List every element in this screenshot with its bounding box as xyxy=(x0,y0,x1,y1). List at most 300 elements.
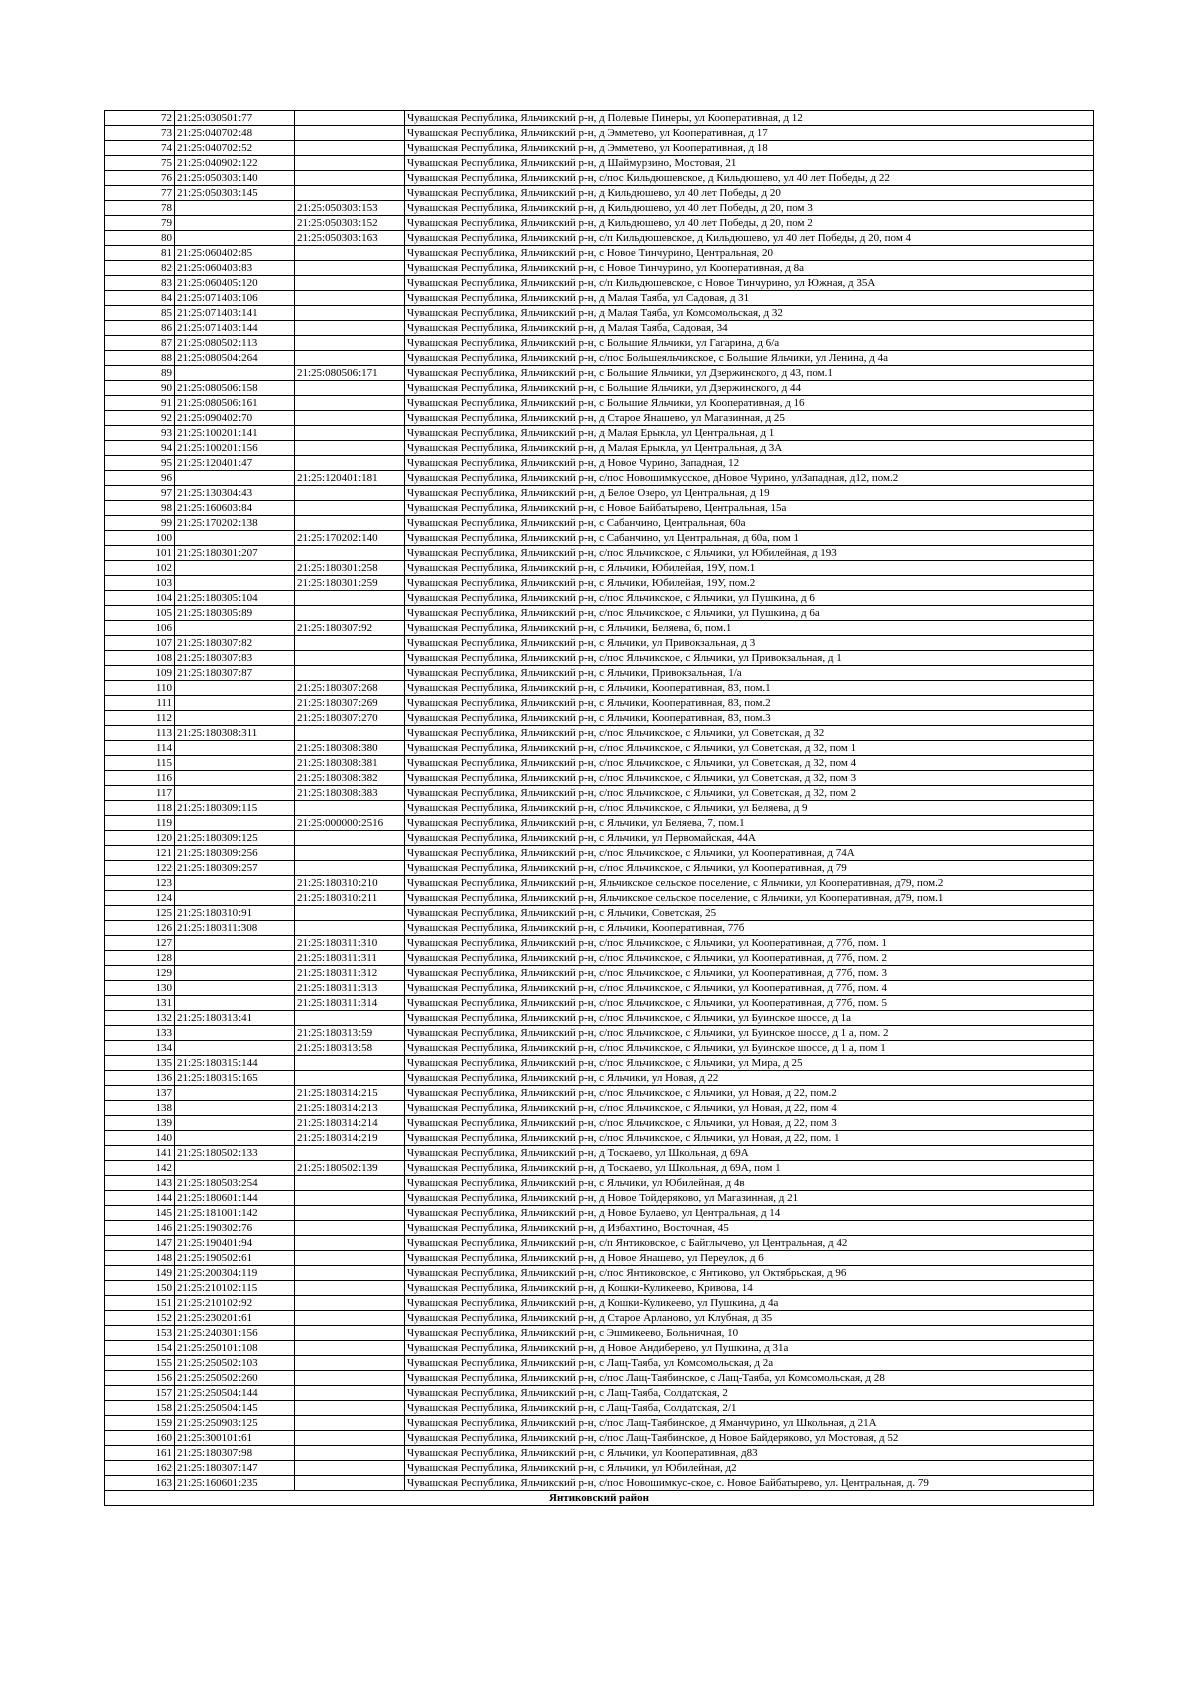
cadastral-number-building: 21:25:180601:144 xyxy=(175,1191,295,1206)
table-row xyxy=(105,936,1094,951)
cadastral-number-premises: 21:25:180311:310 xyxy=(295,936,405,951)
row-number: 127 xyxy=(105,936,175,951)
row-number: 126 xyxy=(105,921,175,936)
row-number: 79 xyxy=(105,216,175,231)
row-number: 110 xyxy=(105,681,175,696)
section-heading: Янтиковский район xyxy=(105,1491,1094,1506)
address-cell: Чувашская Республика, Яльчикский р-н, с Большие Яльчики, ул Кооперативная, д 16 xyxy=(405,396,1094,411)
address-cell: Чувашская Республика, Яльчикский р-н, с/пос Яльчикское, с Яльчики, ул Пушкина, д 6а xyxy=(405,606,1094,621)
cadastral-number-premises xyxy=(295,636,405,651)
cadastral-number-building: 21:25:030501:77 xyxy=(175,111,295,126)
cadastral-number-building: 21:25:210102:92 xyxy=(175,1296,295,1311)
cadastral-number-building: 21:25:060403:83 xyxy=(175,261,295,276)
row-number: 144 xyxy=(105,1191,175,1206)
row-number: 76 xyxy=(105,171,175,186)
table-row xyxy=(105,336,1094,351)
cadastral-number-premises: 21:25:180310:211 xyxy=(295,891,405,906)
row-number: 119 xyxy=(105,816,175,831)
address-cell: Чувашская Республика, Яльчикский р-н, с Большие Яльчики, ул Дзержинского, д 44 xyxy=(405,381,1094,396)
table-row xyxy=(105,1191,1094,1206)
cadastral-number-building xyxy=(175,891,295,906)
cadastral-number-premises xyxy=(295,1191,405,1206)
cadastral-number-premises xyxy=(295,1356,405,1371)
cadastral-number-premises: 21:25:180308:382 xyxy=(295,771,405,786)
cadastral-number-building: 21:25:180311:308 xyxy=(175,921,295,936)
address-cell: Чувашская Республика, Яльчикский р-н, с Яльчики, Кооперативная, 77б xyxy=(405,921,1094,936)
cadastral-number-premises xyxy=(295,1221,405,1236)
row-number: 75 xyxy=(105,156,175,171)
table-row xyxy=(105,906,1094,921)
table-row xyxy=(105,306,1094,321)
address-cell: Чувашская Республика, Яльчикский р-н, с/пос Новошимкусское, дНовое Чурино, улЗападная, д12, пом.2 xyxy=(405,471,1094,486)
table-row xyxy=(105,291,1094,306)
row-number: 161 xyxy=(105,1446,175,1461)
cadastral-number-building: 21:25:180307:87 xyxy=(175,666,295,681)
cadastral-number-building: 21:25:180309:115 xyxy=(175,801,295,816)
table-row xyxy=(105,996,1094,1011)
address-cell: Чувашская Республика, Яльчикский р-н, Яльчикское сельское поселение, с Яльчики, ул Кооперативная, д79, пом.1 xyxy=(405,891,1094,906)
table-row xyxy=(105,696,1094,711)
table-row xyxy=(105,1026,1094,1041)
cadastral-number-premises: 21:25:180307:270 xyxy=(295,711,405,726)
cadastral-number-building: 21:25:180502:133 xyxy=(175,1146,295,1161)
table-row xyxy=(105,921,1094,936)
cadastral-number-building xyxy=(175,756,295,771)
cadastral-number-building xyxy=(175,696,295,711)
cadastral-number-building: 21:25:180503:254 xyxy=(175,1176,295,1191)
cadastral-number-building xyxy=(175,966,295,981)
address-cell: Чувашская Республика, Яльчикский р-н, д Новое Янашево, ул Переулок, д 6 xyxy=(405,1251,1094,1266)
cadastral-number-premises: 21:25:180502:139 xyxy=(295,1161,405,1176)
cadastral-number-building: 21:25:250903:125 xyxy=(175,1416,295,1431)
address-cell: Чувашская Республика, Яльчикский р-н, с/пос Яльчикское, с Яльчики, ул Мира, д 25 xyxy=(405,1056,1094,1071)
address-cell: Чувашская Республика, Яльчикский р-н, с/пос Яльчикское, с Яльчики, ул Новая, д 22, пом.2 xyxy=(405,1086,1094,1101)
cadastral-number-building: 21:25:180305:104 xyxy=(175,591,295,606)
cadastral-number-building xyxy=(175,981,295,996)
table-row xyxy=(105,546,1094,561)
cadastral-number-premises xyxy=(295,186,405,201)
row-number: 163 xyxy=(105,1476,175,1491)
address-cell: Чувашская Республика, Яльчикский р-н, с Яльчики, Кооперативная, 83, пом.2 xyxy=(405,696,1094,711)
cadastral-number-premises xyxy=(295,846,405,861)
address-cell: Чувашская Республика, Яльчикский р-н, д Тоскаево, ул Школьная, д 69А, пом 1 xyxy=(405,1161,1094,1176)
row-number: 123 xyxy=(105,876,175,891)
table-row xyxy=(105,876,1094,891)
table-row xyxy=(105,111,1094,126)
address-cell: Чувашская Республика, Яльчикский р-н, с/пос Яльчикское, с Яльчики, ул Советская, д 32 xyxy=(405,726,1094,741)
row-number: 97 xyxy=(105,486,175,501)
row-number: 139 xyxy=(105,1116,175,1131)
cadastral-number-building xyxy=(175,711,295,726)
cadastral-number-premises xyxy=(295,606,405,621)
row-number: 121 xyxy=(105,846,175,861)
property-register-table xyxy=(104,110,1094,1506)
table-row xyxy=(105,1326,1094,1341)
row-number: 107 xyxy=(105,636,175,651)
address-cell: Чувашская Республика, Яльчикский р-н, с Новое Тинчурино, ул Кооперативная, д 8а xyxy=(405,261,1094,276)
cadastral-number-building xyxy=(175,471,295,486)
cadastral-number-building: 21:25:160603:84 xyxy=(175,501,295,516)
address-cell: Чувашская Республика, Яльчикский р-н, Яльчикское сельское поселение, с Яльчики, ул Кооперативная, д79, пом.2 xyxy=(405,876,1094,891)
address-cell: Чувашская Республика, Яльчикский р-н, с Яльчики, ул Юбилейная, д2 xyxy=(405,1461,1094,1476)
row-number: 156 xyxy=(105,1371,175,1386)
table-row xyxy=(105,726,1094,741)
address-cell: Чувашская Республика, Яльчикский р-н, д Новое Андиберево, ул Пушкина, д 31а xyxy=(405,1341,1094,1356)
row-number: 106 xyxy=(105,621,175,636)
address-cell: Чувашская Республика, Яльчикский р-н, с/пос Яльчикское, с Яльчики, ул Юбилейная, д 193 xyxy=(405,546,1094,561)
address-cell: Чувашская Республика, Яльчикский р-н, с Яльчики, ул Юбилейная, д 4в xyxy=(405,1176,1094,1191)
row-number: 135 xyxy=(105,1056,175,1071)
row-number: 91 xyxy=(105,396,175,411)
row-number: 150 xyxy=(105,1281,175,1296)
cadastral-number-building xyxy=(175,681,295,696)
cadastral-number-building: 21:25:100201:141 xyxy=(175,426,295,441)
address-cell: Чувашская Республика, Яльчикский р-н, с/пос Яльчикское, с Яльчики, ул Новая, д 22, пом. 1 xyxy=(405,1131,1094,1146)
cadastral-number-building xyxy=(175,531,295,546)
address-cell: Чувашская Республика, Яльчикский р-н, д Эмметево, ул Кооперативная, д 17 xyxy=(405,126,1094,141)
row-number: 142 xyxy=(105,1161,175,1176)
cadastral-number-building: 21:25:180308:311 xyxy=(175,726,295,741)
row-number: 117 xyxy=(105,786,175,801)
table-row xyxy=(105,486,1094,501)
table-row xyxy=(105,1311,1094,1326)
cadastral-number-premises xyxy=(295,516,405,531)
row-number: 80 xyxy=(105,231,175,246)
row-number: 115 xyxy=(105,756,175,771)
row-number: 74 xyxy=(105,141,175,156)
table-row xyxy=(105,426,1094,441)
table-row xyxy=(105,666,1094,681)
cadastral-number-premises: 21:25:180308:380 xyxy=(295,741,405,756)
table-row xyxy=(105,1281,1094,1296)
table-row xyxy=(105,1116,1094,1131)
cadastral-number-premises xyxy=(295,1296,405,1311)
row-number: 143 xyxy=(105,1176,175,1191)
cadastral-number-building: 21:25:180309:256 xyxy=(175,846,295,861)
address-cell: Чувашская Республика, Яльчикский р-н, д Малая Таяба, ул Комсомольская, д 32 xyxy=(405,306,1094,321)
cadastral-number-building: 21:25:250502:260 xyxy=(175,1371,295,1386)
cadastral-number-building: 21:25:071403:106 xyxy=(175,291,295,306)
table-row xyxy=(105,1041,1094,1056)
row-number: 133 xyxy=(105,1026,175,1041)
cadastral-number-premises: 21:25:180308:381 xyxy=(295,756,405,771)
address-cell: Чувашская Республика, Яльчикский р-н, с Яльчики, ул Привокзальная, д 3 xyxy=(405,636,1094,651)
address-cell: Чувашская Республика, Яльчикский р-н, д Полевые Пинеры, ул Кооперативная, д 12 xyxy=(405,111,1094,126)
table-row xyxy=(105,216,1094,231)
table-row xyxy=(105,1161,1094,1176)
table-row xyxy=(105,1011,1094,1026)
cadastral-number-building: 21:25:100201:156 xyxy=(175,441,295,456)
row-number: 89 xyxy=(105,366,175,381)
cadastral-number-building xyxy=(175,1101,295,1116)
address-cell: Чувашская Республика, Яльчикский р-н, с Лащ-Таяба, ул Комсомольская, д 2а xyxy=(405,1356,1094,1371)
cadastral-number-premises: 21:25:170202:140 xyxy=(295,531,405,546)
cadastral-number-building xyxy=(175,576,295,591)
table-row xyxy=(105,1071,1094,1086)
table-row xyxy=(105,1296,1094,1311)
address-cell: Чувашская Республика, Яльчикский р-н, с/пос Яльчикское, с Яльчики, ул Кооперативная, д 77б, пом. 1 xyxy=(405,936,1094,951)
cadastral-number-premises: 21:25:180307:268 xyxy=(295,681,405,696)
cadastral-number-building xyxy=(175,741,295,756)
cadastral-number-building: 21:25:180309:125 xyxy=(175,831,295,846)
row-number: 158 xyxy=(105,1401,175,1416)
row-number: 85 xyxy=(105,306,175,321)
cadastral-number-building: 21:25:180315:165 xyxy=(175,1071,295,1086)
cadastral-number-building xyxy=(175,771,295,786)
address-cell: Чувашская Республика, Яльчикский р-н, д Избахтино, Восточная, 45 xyxy=(405,1221,1094,1236)
address-cell: Чувашская Республика, Яльчикский р-н, с/пос Яльчикское, с Яльчики, ул Беляева, д 9 xyxy=(405,801,1094,816)
cadastral-number-building: 21:25:190401:94 xyxy=(175,1236,295,1251)
address-cell: Чувашская Республика, Яльчикский р-н, с/п Янтиковское, с Байглычево, ул Центральная, д 42 xyxy=(405,1236,1094,1251)
table-row xyxy=(105,156,1094,171)
cadastral-number-premises xyxy=(295,1461,405,1476)
address-cell: Чувашская Республика, Яльчикский р-н, с/пос Большеяльчикское, с Большие Яльчики, ул Ленина, д 4а xyxy=(405,351,1094,366)
cadastral-number-premises xyxy=(295,1476,405,1491)
address-cell: Чувашская Республика, Яльчикский р-н, д Кошки-Куликеево, ул Пушкина, д 4а xyxy=(405,1296,1094,1311)
row-number: 122 xyxy=(105,861,175,876)
table-row xyxy=(105,801,1094,816)
table-row xyxy=(105,186,1094,201)
row-number: 95 xyxy=(105,456,175,471)
table-row xyxy=(105,201,1094,216)
address-cell: Чувашская Республика, Яльчикский р-н, с/пос Яльчикское, с Яльчики, ул Кооперативная, д 77б, пом. 3 xyxy=(405,966,1094,981)
row-number: 99 xyxy=(105,516,175,531)
cadastral-number-premises xyxy=(295,126,405,141)
row-number: 92 xyxy=(105,411,175,426)
cadastral-number-premises xyxy=(295,1416,405,1431)
cadastral-number-building: 21:25:250504:145 xyxy=(175,1401,295,1416)
row-number: 113 xyxy=(105,726,175,741)
table-row xyxy=(105,711,1094,726)
cadastral-number-building: 21:25:250502:103 xyxy=(175,1356,295,1371)
cadastral-number-premises: 21:25:180301:258 xyxy=(295,561,405,576)
row-number: 100 xyxy=(105,531,175,546)
address-cell: Чувашская Республика, Яльчикский р-н, с/пос Яльчикское, с Яльчики, ул Буинское шоссе, д 1 а, пом 1 xyxy=(405,1041,1094,1056)
cadastral-number-premises: 21:25:180311:313 xyxy=(295,981,405,996)
address-cell: Чувашская Республика, Яльчикский р-н, с/пос Яльчикское, с Яльчики, ул Привокзальная, д 1 xyxy=(405,651,1094,666)
cadastral-number-building: 21:25:190302:76 xyxy=(175,1221,295,1236)
cadastral-number-building: 21:25:250101:108 xyxy=(175,1341,295,1356)
cadastral-number-premises xyxy=(295,1281,405,1296)
cadastral-number-premises xyxy=(295,156,405,171)
cadastral-number-building: 21:25:080504:264 xyxy=(175,351,295,366)
row-number: 118 xyxy=(105,801,175,816)
cadastral-number-building xyxy=(175,621,295,636)
cadastral-number-building: 21:25:130304:43 xyxy=(175,486,295,501)
row-number: 77 xyxy=(105,186,175,201)
cadastral-number-building: 21:25:180315:144 xyxy=(175,1056,295,1071)
cadastral-number-premises xyxy=(295,666,405,681)
row-number: 157 xyxy=(105,1386,175,1401)
address-cell: Чувашская Республика, Яльчикский р-н, д Новое Тойдеряково, ул Магазинная, д 21 xyxy=(405,1191,1094,1206)
cadastral-number-building xyxy=(175,561,295,576)
row-number: 72 xyxy=(105,111,175,126)
cadastral-number-building: 21:25:120401:47 xyxy=(175,456,295,471)
cadastral-number-premises xyxy=(295,276,405,291)
row-number: 146 xyxy=(105,1221,175,1236)
row-number: 94 xyxy=(105,441,175,456)
cadastral-number-premises xyxy=(295,726,405,741)
cadastral-number-premises: 21:25:180308:383 xyxy=(295,786,405,801)
cadastral-number-building: 21:25:160601:235 xyxy=(175,1476,295,1491)
row-number: 145 xyxy=(105,1206,175,1221)
row-number: 151 xyxy=(105,1296,175,1311)
row-number: 137 xyxy=(105,1086,175,1101)
address-cell: Чувашская Республика, Яльчикский р-н, с Яльчики, Советская, 25 xyxy=(405,906,1094,921)
table-row xyxy=(105,1446,1094,1461)
table-row xyxy=(105,1101,1094,1116)
row-number: 149 xyxy=(105,1266,175,1281)
row-number: 153 xyxy=(105,1326,175,1341)
row-number: 87 xyxy=(105,336,175,351)
cadastral-number-premises xyxy=(295,546,405,561)
cadastral-number-building: 21:25:060402:85 xyxy=(175,246,295,261)
cadastral-number-premises xyxy=(295,1446,405,1461)
cadastral-number-premises xyxy=(295,906,405,921)
address-cell: Чувашская Республика, Яльчикский р-н, с Яльчики, Юбилейая, 19У, пом.1 xyxy=(405,561,1094,576)
table-row xyxy=(105,231,1094,246)
cadastral-number-premises: 21:25:050303:153 xyxy=(295,201,405,216)
address-cell: Чувашская Республика, Яльчикский р-н, с/пос Кильдюшевское, д Кильдюшево, ул 40 лет Победы, д 22 xyxy=(405,171,1094,186)
table-row xyxy=(105,816,1094,831)
address-cell: Чувашская Республика, Яльчикский р-н, д Тоскаево, ул Школьная, д 69А xyxy=(405,1146,1094,1161)
table-row xyxy=(105,276,1094,291)
cadastral-number-premises: 21:25:050303:163 xyxy=(295,231,405,246)
row-number: 86 xyxy=(105,321,175,336)
cadastral-number-building: 21:25:180309:257 xyxy=(175,861,295,876)
row-number: 90 xyxy=(105,381,175,396)
table-row xyxy=(105,606,1094,621)
row-number: 128 xyxy=(105,951,175,966)
row-number: 152 xyxy=(105,1311,175,1326)
cadastral-number-premises xyxy=(295,1011,405,1026)
cadastral-number-premises xyxy=(295,486,405,501)
row-number: 111 xyxy=(105,696,175,711)
cadastral-number-building: 21:25:040702:48 xyxy=(175,126,295,141)
address-cell: Чувашская Республика, Яльчикский р-н, с Эшмикеево, Больничная, 10 xyxy=(405,1326,1094,1341)
address-cell: Чувашская Республика, Яльчикский р-н, д Старое Янашево, ул Магазинная, д 25 xyxy=(405,411,1094,426)
row-number: 102 xyxy=(105,561,175,576)
cadastral-number-premises xyxy=(295,591,405,606)
cadastral-number-premises xyxy=(295,1071,405,1086)
row-number: 129 xyxy=(105,966,175,981)
table-row xyxy=(105,1401,1094,1416)
table-row xyxy=(105,741,1094,756)
cadastral-number-building: 21:25:180307:147 xyxy=(175,1461,295,1476)
cadastral-number-premises xyxy=(295,1146,405,1161)
row-number: 134 xyxy=(105,1041,175,1056)
cadastral-number-premises xyxy=(295,831,405,846)
cadastral-number-premises: 21:25:000000:2516 xyxy=(295,816,405,831)
cadastral-number-building: 21:25:300101:61 xyxy=(175,1431,295,1446)
address-cell: Чувашская Республика, Яльчикский р-н, д Новое Чурино, Западная, 12 xyxy=(405,456,1094,471)
cadastral-number-premises: 21:25:180313:58 xyxy=(295,1041,405,1056)
row-number: 81 xyxy=(105,246,175,261)
address-cell: Чувашская Республика, Яльчикский р-н, с Яльчики, ул Новая, д 22 xyxy=(405,1071,1094,1086)
cadastral-number-premises xyxy=(295,261,405,276)
register-body xyxy=(105,111,1094,1506)
address-cell: Чувашская Республика, Яльчикский р-н, с Большие Яльчики, ул Дзержинского, д 43, пом.1 xyxy=(405,366,1094,381)
address-cell: Чувашская Республика, Яльчикский р-н, с Яльчики, Привокзальная, 1/а xyxy=(405,666,1094,681)
cadastral-number-building: 21:25:040902:122 xyxy=(175,156,295,171)
address-cell: Чувашская Республика, Яльчикский р-н, с/пос Яльчикское, с Яльчики, ул Буинское шоссе, д 1 а, пом. 2 xyxy=(405,1026,1094,1041)
cadastral-number-building: 21:25:181001:142 xyxy=(175,1206,295,1221)
cadastral-number-building: 21:25:180307:98 xyxy=(175,1446,295,1461)
address-cell: Чувашская Республика, Яльчикский р-н, с Лащ-Таяба, Солдатская, 2 xyxy=(405,1386,1094,1401)
cadastral-number-premises xyxy=(295,441,405,456)
cadastral-number-premises xyxy=(295,1206,405,1221)
cadastral-number-premises xyxy=(295,396,405,411)
table-row xyxy=(105,1476,1094,1491)
cadastral-number-building xyxy=(175,1116,295,1131)
cadastral-number-building xyxy=(175,1161,295,1176)
cadastral-number-building xyxy=(175,216,295,231)
row-number: 101 xyxy=(105,546,175,561)
address-cell: Чувашская Республика, Яльчикский р-н, д Белое Озеро, ул Центральная, д 19 xyxy=(405,486,1094,501)
table-row xyxy=(105,651,1094,666)
cadastral-number-premises xyxy=(295,501,405,516)
cadastral-number-premises: 21:25:180311:314 xyxy=(295,996,405,1011)
cadastral-number-building: 21:25:200304:119 xyxy=(175,1266,295,1281)
cadastral-number-building xyxy=(175,1041,295,1056)
table-row xyxy=(105,1356,1094,1371)
cadastral-number-building: 21:25:090402:70 xyxy=(175,411,295,426)
cadastral-number-premises: 21:25:180314:213 xyxy=(295,1101,405,1116)
address-cell: Чувашская Республика, Яльчикский р-н, с/пос Яльчикское, с Яльчики, ул Кооперативная, д 74А xyxy=(405,846,1094,861)
row-number: 131 xyxy=(105,996,175,1011)
section-heading-row xyxy=(105,1491,1094,1506)
cadastral-number-building xyxy=(175,1086,295,1101)
cadastral-number-building: 21:25:180310:91 xyxy=(175,906,295,921)
address-cell: Чувашская Республика, Яльчикский р-н, с Сабанчино, Центральная, 60а xyxy=(405,516,1094,531)
cadastral-number-premises xyxy=(295,171,405,186)
address-cell: Чувашская Республика, Яльчикский р-н, с Новое Байбатырево, Центральная, 15а xyxy=(405,501,1094,516)
address-cell: Чувашская Республика, Яльчикский р-н, д Кильдюшево, ул 40 лет Победы, д 20, пом 2 xyxy=(405,216,1094,231)
cadastral-number-building: 21:25:071403:144 xyxy=(175,321,295,336)
row-number: 114 xyxy=(105,741,175,756)
address-cell: Чувашская Республика, Яльчикский р-н, с/пос Яльчикское, с Яльчики, ул Кооперативная, д 79 xyxy=(405,861,1094,876)
cadastral-number-premises xyxy=(295,1401,405,1416)
address-cell: Чувашская Республика, Яльчикский р-н, д Малая Таяба, ул Садовая, д 31 xyxy=(405,291,1094,306)
row-number: 103 xyxy=(105,576,175,591)
row-number: 130 xyxy=(105,981,175,996)
cadastral-number-premises xyxy=(295,1311,405,1326)
table-row xyxy=(105,1236,1094,1251)
table-row xyxy=(105,381,1094,396)
address-cell: Чувашская Республика, Яльчикский р-н, д Малая Ерыкла, ул Центральная, д 1 xyxy=(405,426,1094,441)
table-row xyxy=(105,1266,1094,1281)
row-number: 82 xyxy=(105,261,175,276)
address-cell: Чувашская Республика, Яльчикский р-н, с/пос Яльчикское, с Яльчики, ул Кооперативная, д 77б, пом. 2 xyxy=(405,951,1094,966)
row-number: 124 xyxy=(105,891,175,906)
cadastral-number-building: 21:25:180313:41 xyxy=(175,1011,295,1026)
row-number: 112 xyxy=(105,711,175,726)
cadastral-number-premises: 21:25:180311:312 xyxy=(295,966,405,981)
cadastral-number-premises: 21:25:080506:171 xyxy=(295,366,405,381)
table-row xyxy=(105,1416,1094,1431)
cadastral-number-building: 21:25:190502:61 xyxy=(175,1251,295,1266)
address-cell: Чувашская Республика, Яльчикский р-н, с Яльчики, ул Беляева, 7, пом.1 xyxy=(405,816,1094,831)
cadastral-number-building: 21:25:071403:141 xyxy=(175,306,295,321)
row-number: 93 xyxy=(105,426,175,441)
table-row xyxy=(105,576,1094,591)
cadastral-number-premises xyxy=(295,1056,405,1071)
cadastral-number-building: 21:25:080506:158 xyxy=(175,381,295,396)
row-number: 104 xyxy=(105,591,175,606)
address-cell: Чувашская Республика, Яльчикский р-н, с/пос Яльчикское, с Яльчики, ул Советская, д 32, пом 1 xyxy=(405,741,1094,756)
row-number: 148 xyxy=(105,1251,175,1266)
row-number: 141 xyxy=(105,1146,175,1161)
